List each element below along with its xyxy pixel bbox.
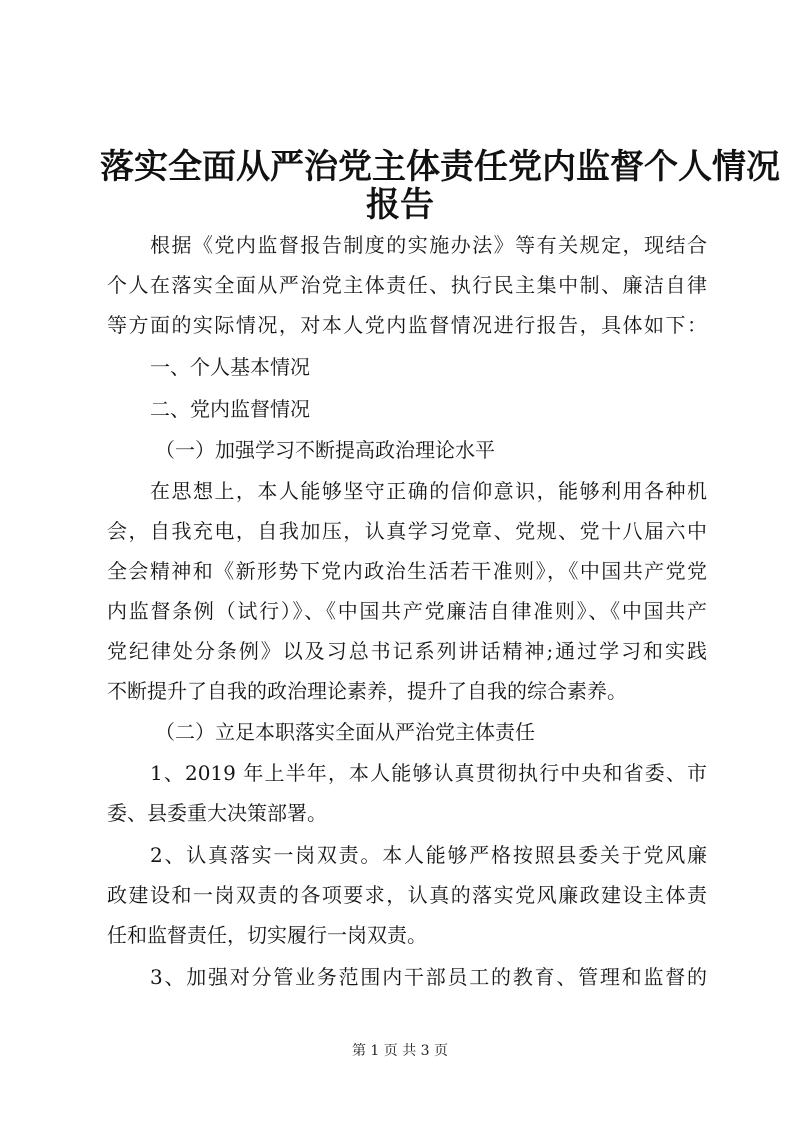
subsection-heading-2: （二）立足本职落实全面从严治党主体责任 [155,720,535,744]
body-line-2: 个人在落实全面从严治党主体责任、执行民主集中制、廉洁自律 [107,273,707,297]
body-line-1: 根据《党内监督报告制度的实施办法》等有关规定，现结合 [150,233,707,257]
body-line-11: 党纪律处分条例》以及习总书记系列讲话精神;通过学习和实践 [107,639,707,663]
body-line-12: 不断提升了自我的政治理论素养，提升了自我的综合素养。 [107,679,627,703]
subsection-heading-1: （一）加强学习不断提高政治理论水平 [155,438,495,462]
page-footer: 第 1 页 共 3 页 [351,1043,449,1059]
document-title-line-2: 报告 [366,185,434,225]
body-line-18: 任和监督责任，切实履行一岗双责。 [107,923,427,947]
document-title-line-1: 落实全面从严治党主体责任党内监督个人情况 [100,147,780,187]
body-line-10: 内监督条例（试行）》、《中国共产党廉洁自律准则》、《中国共产 [107,599,707,623]
body-line-7: 在思想上，本人能够坚守正确的信仰意识，能够利用各种机 [150,479,707,503]
body-line-17: 政建设和一岗双责的各项要求，认真的落实党风廉政建设主体责 [107,883,707,907]
body-line-8: 会，自我充电，自我加压，认真学习党章、党规、党十八届六中 [107,519,707,543]
section-heading-2: 二、党内监督情况 [150,397,310,421]
section-heading-1: 一、个人基本情况 [150,355,310,379]
body-line-15: 委、县委重大决策部署。 [107,801,327,825]
body-line-19: 3、加强对分管业务范围内干部员工的教育、管理和监督的 [150,965,707,989]
body-line-9: 全会精神和《新形势下党内政治生活若干准则》，《中国共产党党 [107,559,707,583]
body-line-16: 2、认真落实一岗双责。本人能够严格按照县委关于党风廉 [150,843,707,867]
body-line-3: 等方面的实际情况，对本人党内监督情况进行报告，具体如下： [107,313,707,337]
body-line-14: 1、2019 年上半年，本人能够认真贯彻执行中央和省委、市 [150,761,707,785]
